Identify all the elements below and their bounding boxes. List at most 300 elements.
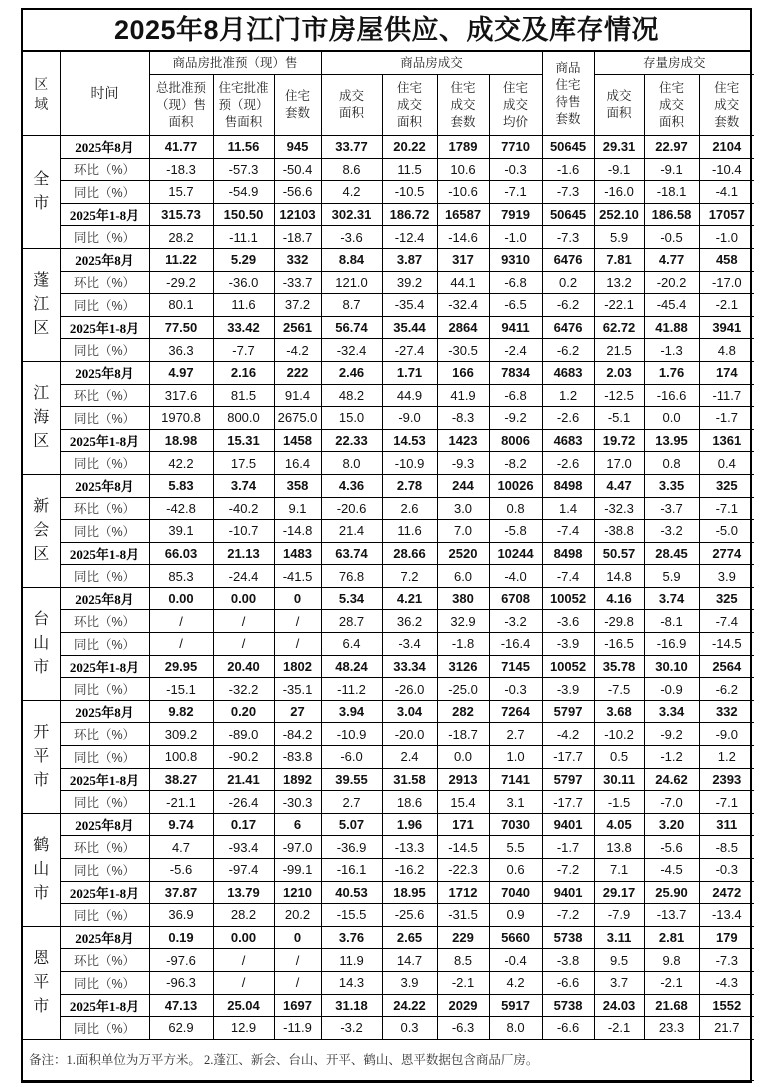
value-cell: -1.8 [437,633,489,656]
value-cell: 10.6 [437,158,489,181]
value-cell: -4.0 [489,565,542,588]
header-col-residential-avg-price: 住宅成交均价 [489,75,542,136]
period-label: 环比（%） [60,723,149,746]
header-col-existing-residential-area: 住宅成交面积 [644,75,699,136]
value-cell: 36.9 [149,904,213,927]
value-cell: 0 [274,926,321,949]
value-cell: 7919 [489,203,542,226]
value-cell: -7.3 [542,226,594,249]
value-cell: 29.95 [149,655,213,678]
report-title: 2025年8月江门市房屋供应、成交及库存情况 [23,10,750,52]
table-row [23,136,754,159]
value-cell: 2774 [699,542,754,565]
value-cell: -2.1 [594,1017,644,1040]
value-cell: 0.4 [699,452,754,475]
value-cell: -14.5 [699,633,754,656]
value-cell: / [213,610,274,633]
value-cell: -10.7 [213,520,274,543]
table-row [23,700,754,723]
value-cell: -3.9 [542,678,594,701]
value-cell: 80.1 [149,294,213,317]
value-cell: -1.5 [594,791,644,814]
value-cell: -7.2 [542,904,594,927]
value-cell: -1.6 [542,158,594,181]
value-cell: 4.05 [594,813,644,836]
housing-data-table [23,52,754,1081]
value-cell: 29.31 [594,136,644,159]
value-cell: 21.41 [213,768,274,791]
value-cell: 38.27 [149,768,213,791]
value-cell: 15.4 [437,791,489,814]
value-cell: 16587 [437,203,489,226]
value-cell: 1.96 [382,813,437,836]
value-cell: 47.13 [149,994,213,1017]
value-cell: 36.3 [149,339,213,362]
value-cell: 7141 [489,768,542,791]
value-cell: 8498 [542,474,594,497]
value-cell: -26.4 [213,791,274,814]
value-cell: -14.5 [437,836,489,859]
period-label: 2025年8月 [60,136,149,159]
value-cell: 3.35 [644,474,699,497]
value-cell: 0.19 [149,926,213,949]
value-cell: 0.00 [213,926,274,949]
value-cell: -0.5 [644,226,699,249]
value-cell: 0.0 [644,407,699,430]
value-cell: -9.2 [489,407,542,430]
value-cell: 39.55 [321,768,382,791]
value-cell: 4683 [542,361,594,384]
table-row [23,633,754,656]
value-cell: 56.74 [321,316,382,339]
value-cell: 8.0 [489,1017,542,1040]
table-row [23,271,754,294]
value-cell: 800.0 [213,407,274,430]
table-row [23,859,754,882]
footnote: 备注：1.面积单位为万平方米。 2.蓬江、新会、台山、开平、鹤山、恩平数据包含商品厂房。 [23,1039,754,1080]
value-cell: 7710 [489,136,542,159]
table-row [23,384,754,407]
value-cell: -17.7 [542,791,594,814]
table-body [23,136,754,1040]
value-cell: -36.0 [213,271,274,294]
value-cell: -6.8 [489,271,542,294]
value-cell: 2864 [437,316,489,339]
value-cell: -6.2 [699,678,754,701]
value-cell: -42.8 [149,497,213,520]
value-cell: 5797 [542,768,594,791]
period-label: 环比（%） [60,384,149,407]
header-col-deal-area: 成交面积 [321,75,382,136]
value-cell: 2675.0 [274,407,321,430]
value-cell: 81.5 [213,384,274,407]
value-cell: -29.8 [594,610,644,633]
value-cell: 150.50 [213,203,274,226]
value-cell: 2.03 [594,361,644,384]
period-label: 同比（%） [60,181,149,204]
value-cell: -6.8 [489,384,542,407]
value-cell: 3.87 [382,248,437,271]
header-col-existing-deal-area: 成交面积 [594,75,644,136]
value-cell: 325 [699,587,754,610]
value-cell: 9401 [542,813,594,836]
value-cell: 1892 [274,768,321,791]
value-cell: -18.7 [274,226,321,249]
period-label: 2025年1-8月 [60,881,149,904]
value-cell: 1789 [437,136,489,159]
value-cell: 13.8 [594,836,644,859]
value-cell: 8.7 [321,294,382,317]
value-cell: 171 [437,813,489,836]
table-row [23,181,754,204]
value-cell: -25.6 [382,904,437,927]
value-cell: -5.6 [149,859,213,882]
value-cell: -7.9 [594,904,644,927]
value-cell: -7.3 [542,181,594,204]
value-cell: 13.2 [594,271,644,294]
value-cell: -7.2 [542,859,594,882]
value-cell: 24.62 [644,768,699,791]
value-cell: -1.2 [644,746,699,769]
value-cell: -29.2 [149,271,213,294]
value-cell: 17057 [699,203,754,226]
value-cell: 29.17 [594,881,644,904]
value-cell: 14.3 [321,971,382,994]
value-cell: 1483 [274,542,321,565]
value-cell: 15.0 [321,407,382,430]
value-cell: 0.8 [489,497,542,520]
value-cell: 8.0 [321,452,382,475]
value-cell: 85.3 [149,565,213,588]
value-cell: -30.3 [274,791,321,814]
table-row [23,949,754,972]
value-cell: 0.6 [489,859,542,882]
table-row [23,452,754,475]
value-cell: 5.5 [489,836,542,859]
value-cell: 10052 [542,655,594,678]
period-label: 同比（%） [60,407,149,430]
value-cell: -33.7 [274,271,321,294]
value-cell: 7.1 [594,859,644,882]
value-cell: -93.4 [213,836,274,859]
value-cell: -15.1 [149,678,213,701]
value-cell: -83.8 [274,746,321,769]
value-cell: 9.8 [644,949,699,972]
value-cell: 9.74 [149,813,213,836]
region-cell [23,248,60,361]
period-label: 2025年8月 [60,361,149,384]
value-cell: 2.7 [489,723,542,746]
table-row [23,429,754,452]
header-time: 时间 [60,52,149,136]
value-cell: 332 [274,248,321,271]
value-cell: 3.9 [699,565,754,588]
value-cell: 4.7 [149,836,213,859]
table-row [23,294,754,317]
value-cell: -89.0 [213,723,274,746]
value-cell: 7.2 [382,565,437,588]
value-cell: -7.4 [542,520,594,543]
period-label: 2025年8月 [60,587,149,610]
period-label: 环比（%） [60,497,149,520]
value-cell: -20.2 [644,271,699,294]
region-name: 新会区 [33,497,50,563]
value-cell: 33.34 [382,655,437,678]
value-cell: 18.6 [382,791,437,814]
value-cell: -97.6 [149,949,213,972]
value-cell: 1.2 [542,384,594,407]
value-cell: -16.4 [489,633,542,656]
value-cell: / [213,633,274,656]
value-cell: -3.9 [542,633,594,656]
region-name: 全市 [33,170,50,212]
header-col-residential-deal-units: 住宅成交套数 [437,75,489,136]
table-row [23,226,754,249]
value-cell: / [274,971,321,994]
value-cell: 0.00 [149,587,213,610]
value-cell: 20.40 [213,655,274,678]
period-label: 2025年8月 [60,926,149,949]
value-cell: 4.8 [699,339,754,362]
value-cell: -8.2 [489,452,542,475]
value-cell: 2393 [699,768,754,791]
value-cell: 24.03 [594,994,644,1017]
value-cell: -7.1 [699,497,754,520]
period-label: 环比（%） [60,158,149,181]
value-cell: -3.2 [489,610,542,633]
value-cell: 50645 [542,203,594,226]
value-cell: -2.6 [542,452,594,475]
value-cell: -3.6 [542,610,594,633]
value-cell: 30.10 [644,655,699,678]
period-label: 2025年1-8月 [60,542,149,565]
value-cell: -96.3 [149,971,213,994]
value-cell: 9401 [542,881,594,904]
value-cell: 332 [699,700,754,723]
period-label: 同比（%） [60,1017,149,1040]
value-cell: -13.7 [644,904,699,927]
value-cell: -0.9 [644,678,699,701]
table-row [23,542,754,565]
value-cell: 15.7 [149,181,213,204]
value-cell: 50.57 [594,542,644,565]
header-col-existing-residential-units: 住宅成交套数 [699,75,754,136]
value-cell: 6476 [542,248,594,271]
value-cell: -16.0 [594,181,644,204]
value-cell: 16.4 [274,452,321,475]
value-cell: 7040 [489,881,542,904]
value-cell: 44.9 [382,384,437,407]
header-region: 区域 [23,52,60,136]
value-cell: -1.3 [644,339,699,362]
value-cell: 18.98 [149,429,213,452]
value-cell: 0.5 [594,746,644,769]
value-cell: -97.4 [213,859,274,882]
value-cell: 39.2 [382,271,437,294]
value-cell: 48.2 [321,384,382,407]
value-cell: 11.6 [213,294,274,317]
value-cell: -2.1 [437,971,489,994]
header-col-total-approved-area: 总批准预（现）售面积 [149,75,213,136]
value-cell: 33.77 [321,136,382,159]
value-cell: 14.53 [382,429,437,452]
table-row [23,407,754,430]
value-cell: 3.0 [437,497,489,520]
value-cell: -13.3 [382,836,437,859]
value-cell: 7834 [489,361,542,384]
period-label: 同比（%） [60,746,149,769]
table-row [23,565,754,588]
value-cell: -18.3 [149,158,213,181]
value-cell: 10244 [489,542,542,565]
value-cell: 8.6 [321,158,382,181]
value-cell: -40.2 [213,497,274,520]
value-cell: 5.29 [213,248,274,271]
period-label: 同比（%） [60,791,149,814]
table-row [23,994,754,1017]
value-cell: 1423 [437,429,489,452]
value-cell: 3.34 [644,700,699,723]
value-cell: -31.5 [437,904,489,927]
period-label: 2025年8月 [60,474,149,497]
value-cell: 186.72 [382,203,437,226]
header-col-residential-deal-area: 住宅成交面积 [382,75,437,136]
value-cell: -1.7 [699,407,754,430]
value-cell: 5.9 [644,565,699,588]
period-label: 2025年1-8月 [60,768,149,791]
value-cell: 317 [437,248,489,271]
value-cell: 22.97 [644,136,699,159]
region-name: 台山市 [33,610,50,676]
value-cell: -3.7 [644,497,699,520]
table-row [23,971,754,994]
value-cell: 15.31 [213,429,274,452]
value-cell: -41.5 [274,565,321,588]
region-cell [23,926,60,1039]
value-cell: -0.3 [489,158,542,181]
value-cell: -20.0 [382,723,437,746]
value-cell: 6.4 [321,633,382,656]
value-cell: 6708 [489,587,542,610]
value-cell: -9.3 [437,452,489,475]
value-cell: -8.1 [644,610,699,633]
period-label: 同比（%） [60,971,149,994]
value-cell: 37.2 [274,294,321,317]
table-row [23,587,754,610]
header-group-existing: 存量房成交 [594,52,754,75]
period-label: 同比（%） [60,633,149,656]
value-cell: 14.8 [594,565,644,588]
table-row [23,746,754,769]
value-cell: / [274,610,321,633]
value-cell: 35.44 [382,316,437,339]
value-cell: 33.42 [213,316,274,339]
value-cell: 2029 [437,994,489,1017]
value-cell: 32.9 [437,610,489,633]
value-cell: -57.3 [213,158,274,181]
value-cell: -21.1 [149,791,213,814]
header-stock: 商品住宅待售套数 [542,52,594,136]
value-cell: 62.72 [594,316,644,339]
value-cell: -90.2 [213,746,274,769]
value-cell: 35.78 [594,655,644,678]
value-cell: 4.97 [149,361,213,384]
value-cell: 317.6 [149,384,213,407]
region-name: 江海区 [33,384,50,450]
value-cell: 4.47 [594,474,644,497]
table-row [23,678,754,701]
period-label: 环比（%） [60,836,149,859]
value-cell: -6.2 [542,294,594,317]
value-cell: 10052 [542,587,594,610]
region-name: 蓬江区 [33,271,50,337]
value-cell: 1.76 [644,361,699,384]
value-cell: -16.1 [321,859,382,882]
value-cell: 0.0 [437,746,489,769]
value-cell: 25.90 [644,881,699,904]
value-cell: 30.11 [594,768,644,791]
value-cell: -20.6 [321,497,382,520]
value-cell: 23.3 [644,1017,699,1040]
value-cell: -26.0 [382,678,437,701]
value-cell: 41.88 [644,316,699,339]
value-cell: -4.5 [644,859,699,882]
value-cell: -16.5 [594,633,644,656]
value-cell: 5.34 [321,587,382,610]
value-cell: 7030 [489,813,542,836]
value-cell: / [149,610,213,633]
value-cell: -6.2 [542,339,594,362]
value-cell: 0 [274,587,321,610]
table-row [23,339,754,362]
value-cell: -27.4 [382,339,437,362]
value-cell: -6.6 [542,971,594,994]
value-cell: -56.6 [274,181,321,204]
value-cell: 9.82 [149,700,213,723]
value-cell: 4.77 [644,248,699,271]
value-cell: 1970.8 [149,407,213,430]
value-cell: -24.4 [213,565,274,588]
value-cell: 24.22 [382,994,437,1017]
value-cell: 5797 [542,700,594,723]
value-cell: 2472 [699,881,754,904]
value-cell: / [213,971,274,994]
value-cell: 1552 [699,994,754,1017]
value-cell: -7.3 [699,949,754,972]
value-cell: 11.5 [382,158,437,181]
value-cell: -6.6 [542,1017,594,1040]
value-cell: -1.0 [699,226,754,249]
value-cell: -16.6 [644,384,699,407]
value-cell: -0.3 [489,678,542,701]
table-row [23,791,754,814]
value-cell: 6.0 [437,565,489,588]
value-cell: 3.74 [644,587,699,610]
region-cell [23,700,60,813]
value-cell: 2.6 [382,497,437,520]
value-cell: 28.7 [321,610,382,633]
table-row [23,203,754,226]
value-cell: 174 [699,361,754,384]
table-row [23,881,754,904]
value-cell: 9411 [489,316,542,339]
value-cell: -9.0 [382,407,437,430]
value-cell: / [274,633,321,656]
value-cell: -11.9 [274,1017,321,1040]
value-cell: 9.1 [274,497,321,520]
table-row [23,248,754,271]
value-cell: 5738 [542,926,594,949]
